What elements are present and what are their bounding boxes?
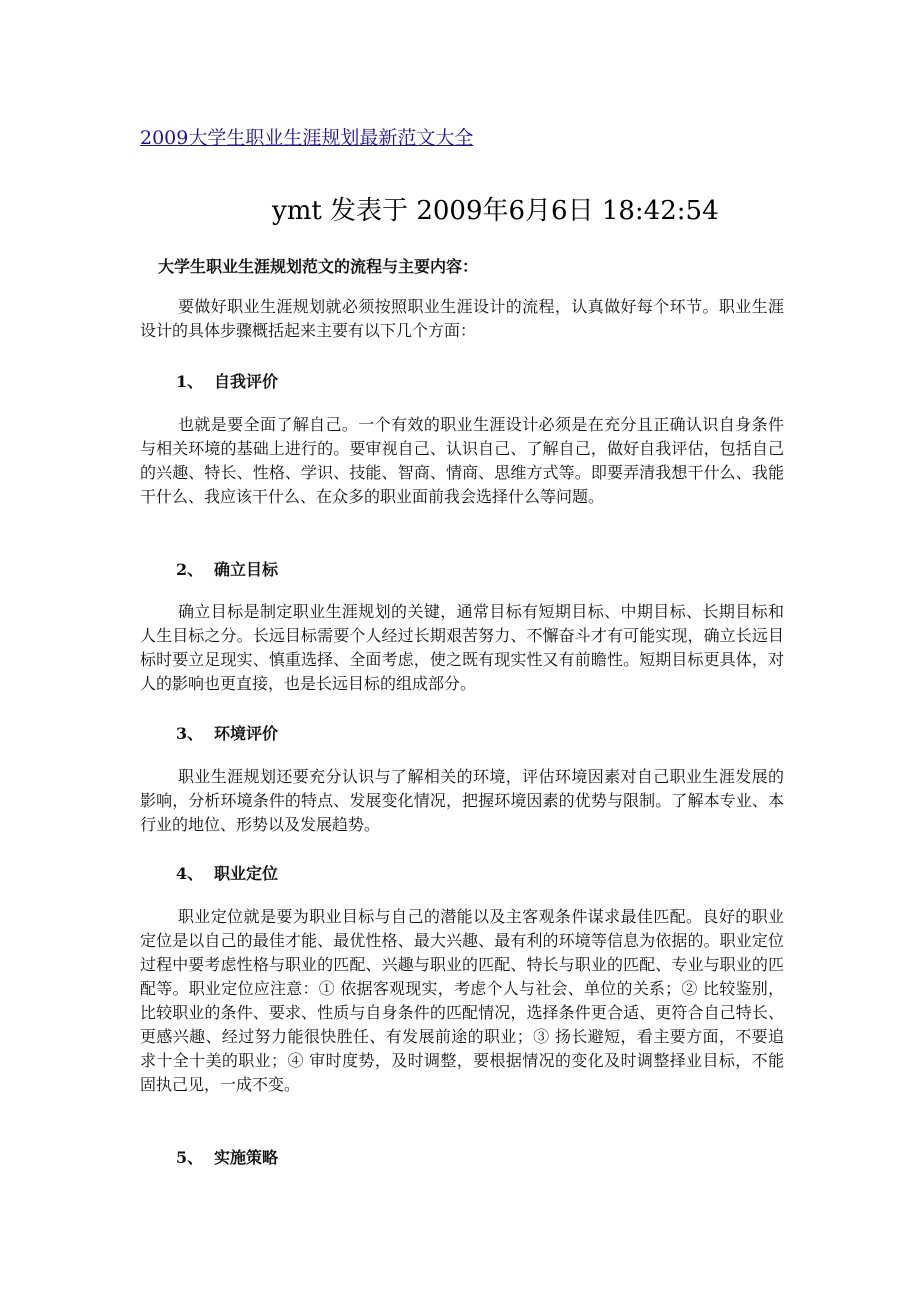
- section-body-2: 确立目标是制定职业生涯规划的关键，通常目标有短期目标、中期目标、长期目标和人生目标之分。长远目标需要个人经过长期艰苦努力、不懈奋斗才有可能实现，确立长远目标时要立足现实、慎重选择、全面考虑，使之既有现实性又有前瞻性。短期目标更具体，对人的影响也更直接，也是长远目标的组成部分。: [140, 602, 784, 693]
- section-heading-5: [176, 1145, 278, 1168]
- intro-heading: 大学生职业生涯规划范文的流程与主要内容：: [158, 257, 479, 276]
- intro-paragraph: 要做好职业生涯规划就必须按照职业生涯设计的流程，认真做好每个环节。职业生涯设计的具体步骤概括起来主要有以下几个方面：: [140, 297, 784, 340]
- byline: ymt 发表于 2009年6月6日 18:42:54: [272, 196, 719, 226]
- section-heading-2: [176, 557, 278, 580]
- section-title: 自我评价: [214, 372, 279, 391]
- section-title: 环境评价: [214, 724, 279, 743]
- section-title: 实施策略: [214, 1148, 279, 1167]
- section-number: 5、: [176, 1148, 204, 1167]
- section-heading-1: [176, 369, 278, 392]
- section-body-1: 也就是要全面了解自己。一个有效的职业生涯设计必须是在充分且正确认识自身条件与相关环境的基础上进行的。要审视自己、认识自己、了解自己，做好自我评估，包括自己的兴趣、特长、性格、学识、技能、智商、情商、思维方式等。即要弄清我想干什么、我能干什么、我应该干什么、在众多的职业面前我会选择什么等问题。: [140, 415, 784, 506]
- section-number: 3、: [176, 724, 204, 743]
- section-heading-4: [176, 861, 278, 884]
- section-number: 2、: [176, 560, 204, 579]
- section-title: 确立目标: [214, 560, 279, 579]
- section-number: 4、: [176, 864, 204, 883]
- section-number: 1、: [176, 372, 204, 391]
- section-title: 职业定位: [214, 864, 279, 883]
- section-body-3: 职业生涯规划还要充分认识与了解相关的环境，评估环境因素对自己职业生涯发展的影响，分析环境条件的特点、发展变化情况，把握环境因素的优势与限制。了解本专业、本行业的地位、形势以及发展趋势。: [140, 767, 784, 834]
- section-body-4: 职业定位就是要为职业目标与自己的潜能以及主客观条件谋求最佳匹配。良好的职业定位是以自己的最佳才能、最优性格、最大兴趣、最有利的环境等信息为依据的。职业定位过程中要考虑性格与职业的匹配、兴趣与职业的匹配、特长与职业的匹配、专业与职业的匹配等。职业定位应注意：① 依据客观现实，考虑个人与社会、单位的关系；② 比较鉴别，比较职业的条件、要求、性质与自身条件的匹配情况，选择条件更合适、更符合自己特长、更感兴趣、经过努力能很快胜任、有发展前途的职业；③ 扬长避短，看主要方面，不要追求十全十美的职业；④ 审时度势，及时调整，要根据情况的变化及时调整择业目标，不能固执己见，一成不变。: [140, 907, 784, 1094]
- article-title-link[interactable]: 2009大学生职业生涯规划最新范文大全: [140, 127, 474, 149]
- section-heading-3: [176, 721, 278, 744]
